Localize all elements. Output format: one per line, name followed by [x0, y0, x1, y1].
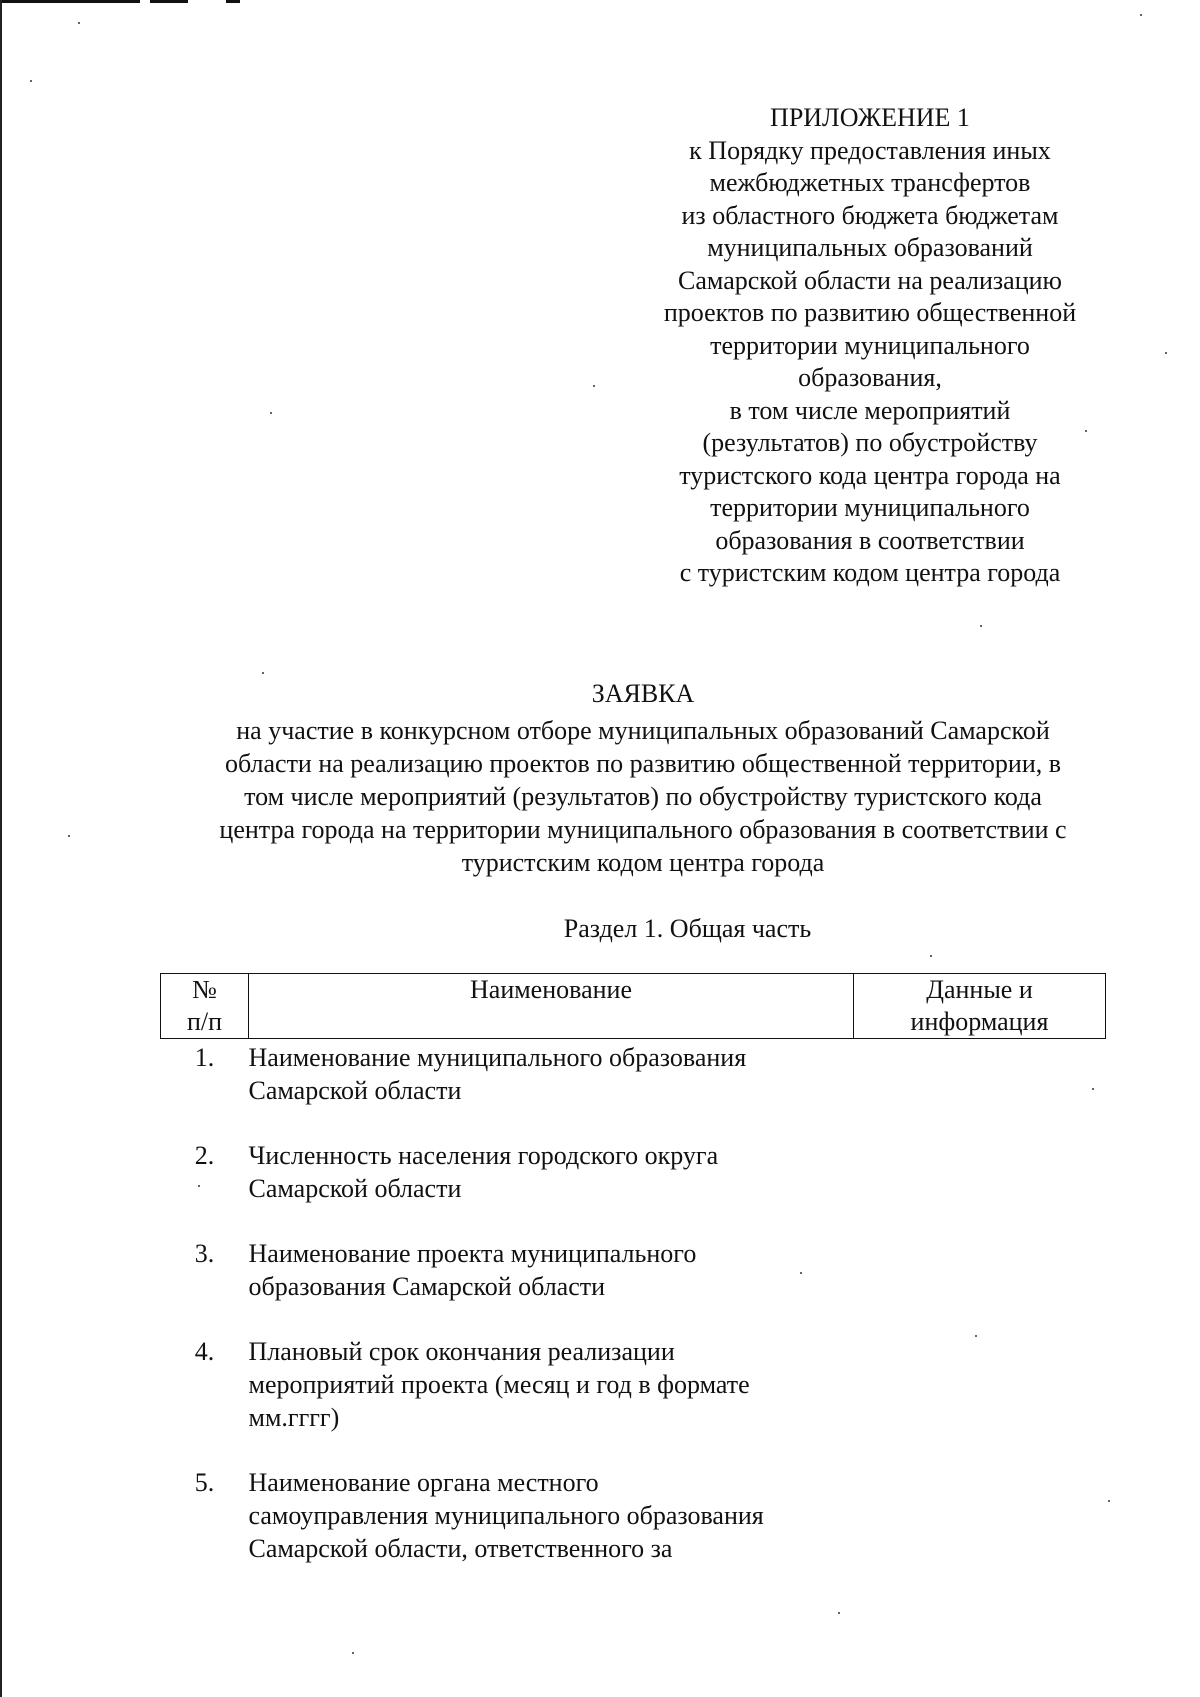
row-name-line: мероприятий проекта (месяц и год в формате: [248, 1370, 750, 1399]
row-number: 2.: [194, 1141, 215, 1170]
appendix-line: (результатов) по обустройству: [702, 428, 1038, 457]
application-line: центра города на территории муниципального образования в соответствии с: [219, 815, 1067, 844]
header-data-line: Данные и: [926, 975, 1033, 1004]
appendix-line: территории муниципального: [710, 493, 1030, 522]
appendix-title: ПРИЛОЖЕНИЕ 1: [770, 103, 970, 132]
row-number: 3.: [194, 1239, 215, 1268]
row-value-field[interactable]: [854, 1466, 1106, 1597]
scan-speck: [1165, 352, 1167, 354]
row-name-line: Численность населения городского округа: [248, 1141, 719, 1170]
application-line: области на реализацию проектов по развитию общественной территории, в: [224, 749, 1062, 778]
row-name-line: Плановый срок окончания реализации: [248, 1337, 675, 1366]
row-name-line: Самарской области: [248, 1076, 462, 1105]
header-number-line: п/п: [186, 1007, 223, 1036]
appendix-line: образования в соответствии: [715, 525, 1025, 555]
row-name-line: Наименование муниципального образования: [248, 1043, 747, 1072]
row-number: 5.: [194, 1468, 215, 1497]
scan-artifact-edge: [0, 0, 2, 1697]
scan-speck: [262, 672, 264, 674]
table-row: [161, 1335, 1106, 1466]
appendix-line: к Порядку предоставления иных: [689, 135, 1051, 165]
scan-speck: [1108, 1500, 1110, 1502]
row-value-field[interactable]: [854, 1039, 1106, 1140]
row-number: 1.: [194, 1043, 215, 1072]
table-row: [161, 1139, 1106, 1237]
row-name: [249, 1335, 854, 1466]
row-name-line: мм.гггг): [248, 1403, 340, 1432]
appendix-line: образования,: [798, 363, 942, 392]
row-value-field[interactable]: [854, 1139, 1106, 1237]
appendix-line: Самарской области на реализацию: [678, 265, 1062, 295]
column-header-data: [854, 974, 1106, 1039]
scan-speck: [270, 412, 272, 414]
scan-speck: [980, 625, 982, 627]
row-name: [249, 1039, 854, 1140]
row-name-line: Наименование органа местного: [248, 1468, 599, 1497]
row-name: [249, 1466, 854, 1597]
row-name: [249, 1237, 854, 1335]
appendix-line: межбюджетных трансфертов: [709, 168, 1031, 197]
row-name-line: самоуправления муниципального образования: [248, 1501, 764, 1530]
scan-speck: [975, 1335, 977, 1337]
scan-speck: [800, 1272, 802, 1274]
table-row: [161, 1237, 1106, 1335]
row-name-line: Самарской области: [248, 1174, 462, 1203]
appendix-line: территории муниципального: [710, 330, 1030, 360]
scan-speck: [68, 835, 70, 837]
table-row: [161, 1039, 1106, 1140]
general-info-table: [160, 973, 1106, 1597]
scan-speck: [930, 955, 932, 957]
row-number: 4.: [194, 1337, 215, 1366]
scan-artifact-bar: [226, 0, 240, 3]
row-value-field[interactable]: [854, 1335, 1106, 1466]
column-header-name: [249, 974, 854, 1039]
application-line: туристским кодом центра города: [461, 848, 825, 877]
row-name-line: Наименование проекта муниципального: [248, 1239, 697, 1268]
application-title: ЗАЯВКА: [591, 679, 695, 708]
appendix-line: муниципальных образований: [707, 233, 1033, 262]
scan-speck: [838, 1612, 840, 1614]
header-data-line: информация: [910, 1007, 1049, 1036]
row-value-field[interactable]: [854, 1237, 1106, 1335]
table-row: [161, 1466, 1106, 1597]
appendix-line: проектов по развитию общественной: [663, 298, 1077, 327]
section-title: Раздел 1. Общая часть: [563, 914, 812, 943]
row-name: [249, 1139, 854, 1237]
column-header-number: [161, 974, 249, 1039]
application-line: на участие в конкурсном отборе муниципальных образований Самарской: [236, 716, 1050, 745]
application-line: том числе мероприятий (результатов) по обустройству туристского кода: [244, 782, 1042, 811]
header-name-text: Наименование: [470, 975, 632, 1004]
appendix-line: туристского кода центра города на: [679, 460, 1061, 490]
appendix-line: из областного бюджета бюджетам: [681, 200, 1059, 230]
scan-speck: [78, 22, 80, 24]
row-name-line: Самарской области, ответственного за: [248, 1534, 673, 1563]
scan-artifact-bar: [150, 0, 188, 3]
row-name-line: образования Самарской области: [248, 1272, 606, 1301]
scan-speck: [1092, 1088, 1094, 1090]
appendix-header: [630, 102, 1110, 590]
scan-speck: [1140, 14, 1142, 16]
application-subtitle: [170, 714, 1116, 879]
scan-speck: [352, 1652, 354, 1654]
appendix-line: в том числе мероприятий: [729, 395, 1011, 425]
scan-speck: [198, 1185, 200, 1187]
scan-speck: [30, 80, 32, 82]
appendix-line: с туристским кодом центра города: [679, 558, 1061, 587]
table-header-row: [161, 974, 1106, 1039]
scan-speck: [593, 385, 595, 387]
scan-speck: [1085, 430, 1087, 432]
scan-artifact-bar: [0, 0, 140, 3]
header-number-line: №: [192, 975, 217, 1004]
